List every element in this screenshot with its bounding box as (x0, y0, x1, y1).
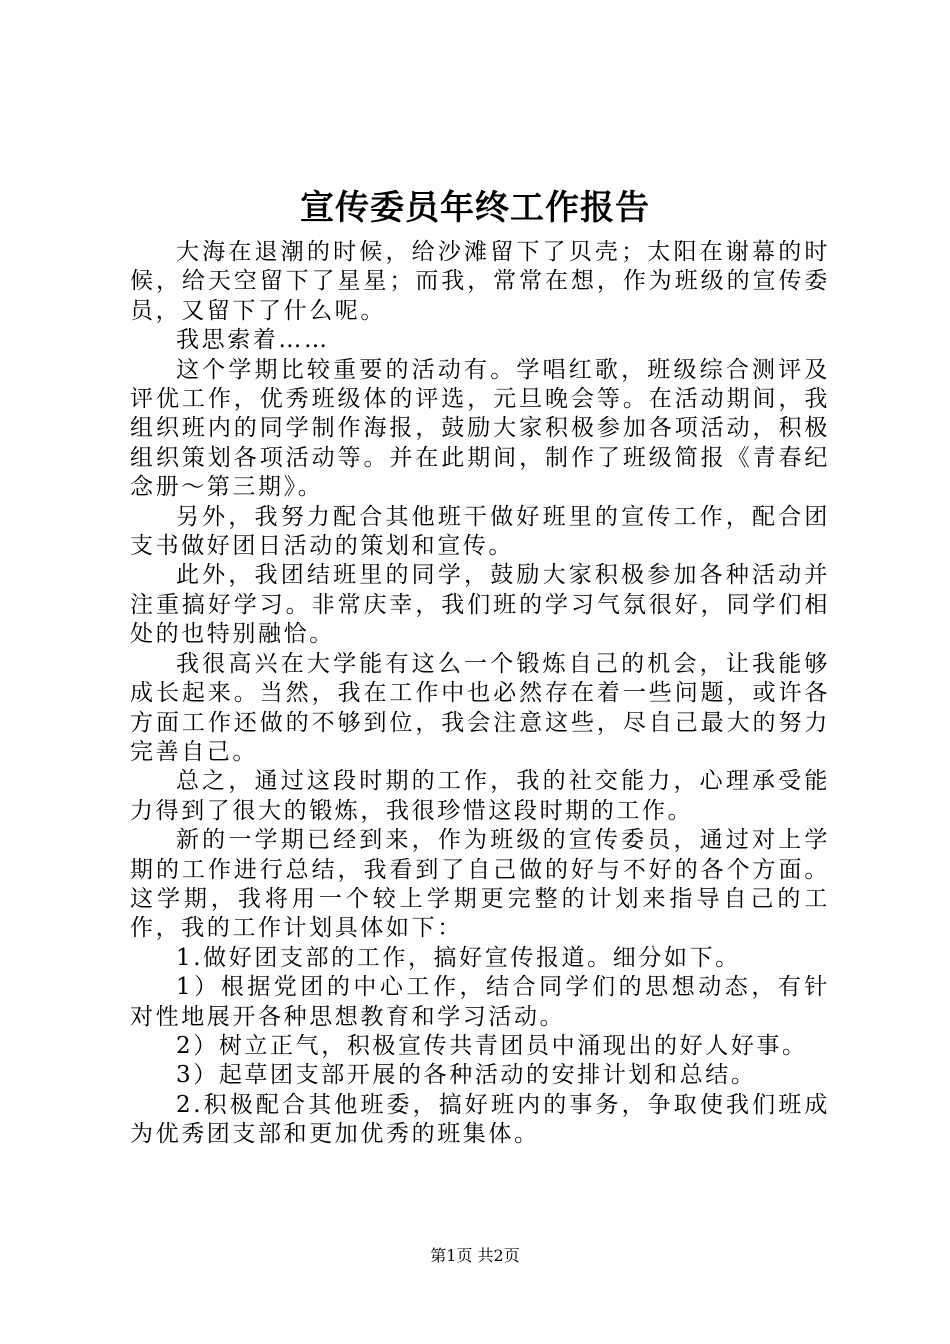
document-title: 宣传委员年终工作报告 (300, 188, 650, 228)
paragraph: 我思索着…… (176, 327, 330, 354)
paragraph: 这个学期比较重要的活动有。学唱红歌，班级综合测评及评优工作，优秀班级体的评选，元旦晚会等。在活动期间，我组织班内的同学制作海报，鼓励大家积极参加各项活动，积极组织策划各项活动等。并在此期间，制作了班级简报《青春纪念册～第三期》。 (130, 356, 830, 501)
paragraph: 大海在退潮的时候，给沙滩留下了贝壳；太阳在谢幕的时候，给天空留下了星星；而我，常常在想，作为班级的宣传委员，又留下了什么呢。 (130, 239, 830, 324)
document-body (130, 238, 830, 1150)
paragraph: 2.积极配合其他班委，搞好班内的事务，争取使我们班成为优秀团支部和更加优秀的班集体。 (130, 1091, 830, 1148)
paragraph: 另外，我努力配合其他班干做好班里的宣传工作，配合团支书做好团日活动的策划和宣传。 (130, 503, 830, 560)
paragraph: 1）根据党团的中心工作，结合同学们的思想动态，有针对性地展开各种思想教育和学习活动。 (130, 974, 830, 1030)
paragraph: 2）树立正气，积极宣传共青团员中涌现出的好人好事。 (176, 1032, 808, 1059)
paragraph: 3）起草团支部开展的各种活动的安排计划和总结。 (176, 1062, 757, 1089)
paragraph: 新的一学期已经到来，作为班级的宣传委员，通过对上学期的工作进行总结，我看到了自己做的好与不好的各个方面。这学期，我将用一个较上学期更完整的计划来指导自己的工作，我的工作计划具体如下： (130, 827, 830, 942)
paragraph: 1.做好团支部的工作，搞好宣传报道。细分如下。 (176, 944, 741, 971)
paragraph: 此外，我团结班里的同学，鼓励大家积极参加各种活动并注重搞好学习。非常庆幸，我们班的学习气氛很好，同学们相处的也特别融恰。 (130, 562, 830, 648)
paragraph: 总之，通过这段时期的工作，我的社交能力，心理承受能力得到了很大的锻炼，我很珍惜这段时期的工作。 (130, 768, 830, 824)
page-footer: 第1页 共2页 (430, 1246, 520, 1265)
paragraph: 我很高兴在大学能有这么一个锻炼自己的机会，让我能够成长起来。当然，我在工作中也必然存在着一些问题，或许各方面工作还做的不够到位，我会注意这些，尽自己最大的努力完善自己。 (130, 650, 830, 765)
